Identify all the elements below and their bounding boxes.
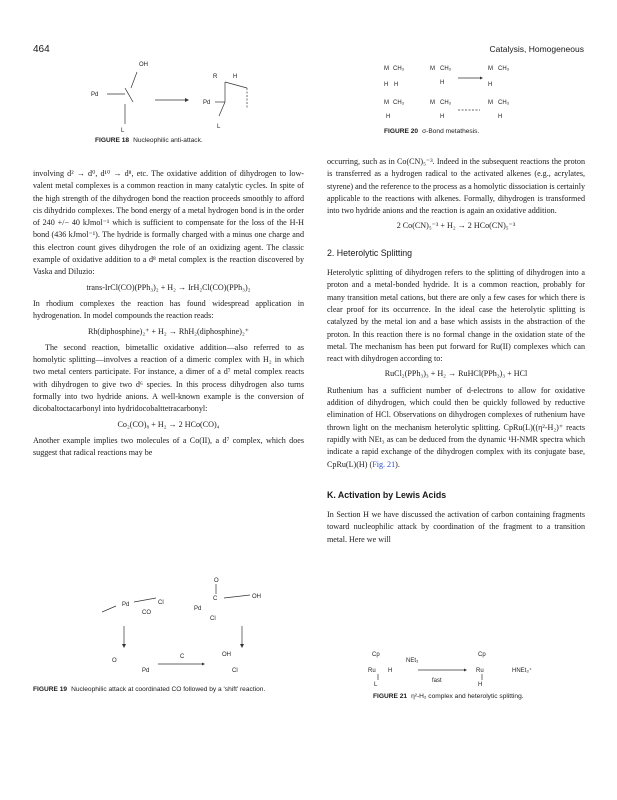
fig20-label: M <box>488 100 493 106</box>
left-paragraph-3: The second reaction, bimetallic oxidative addition—also referred to as homolytic splitting—involves a reaction of a dimeric complex with H₂ in which two metal centers participate. For instance, a dimer of a d⁷ metal complex reacts with dihydrogen to give two d⁶ species. In this process dihydrogen also turns formally into two hydride anions. A well-known example is the conversion of dicobaltoctacarbonyl into hydridocobalttetracarbonyl: <box>33 342 304 414</box>
figure-19-diagram <box>102 576 287 680</box>
figure-19-caption-text: Nucleophilic attack at coordinated CO followed by a 'shift' reaction. <box>71 686 266 693</box>
fig21-label: fast <box>432 678 442 684</box>
fig21-label: NEt₃ <box>406 658 419 664</box>
figure-20-label: FIGURE 20 <box>384 128 419 135</box>
fig21-link[interactable]: Fig. 21 <box>372 459 396 469</box>
right-column <box>327 156 585 546</box>
fig19-label: O <box>112 658 117 664</box>
fig20-label: CH₃ <box>498 66 510 72</box>
fig20-label: M <box>430 66 435 72</box>
figure-20-diagram <box>384 60 564 124</box>
fig21-label: L <box>374 682 378 688</box>
figure-20-caption-text: σ-Bond metathesis. <box>422 128 480 135</box>
figure-19-label: FIGURE 19 <box>33 686 68 693</box>
right-paragraph-4: In Section H we have discussed the activation of carbon containing fragments toward nucleophilic attack by coordination of the fragment to a transition metal. Here we will <box>327 510 585 544</box>
figure-21-label: FIGURE 21 <box>373 693 408 700</box>
fig19-label: Cl <box>158 600 164 606</box>
fig20-label: M <box>384 100 389 106</box>
fig21-label: Ru <box>368 668 376 674</box>
fig20-label: H <box>394 82 399 88</box>
figure-21-caption-text: η²-H₂ complex and heterolytic splitting. <box>411 693 524 700</box>
fig21-label: Cp <box>478 652 486 658</box>
fig21-label: Ru <box>476 668 484 674</box>
right-paragraph-3-end: ). <box>395 459 400 469</box>
figure-18-caption-text: Nucleophilic anti-attack. <box>133 137 203 144</box>
left-paragraph-4: Another example implies two molecules of a Co(II), a d⁷ complex, which does suggest that radical reactions may be <box>33 435 304 458</box>
right-paragraph-1: occurring, such as in Co(CN)₅⁻³. Indeed in the subsequent reactions the proton is transferred as a hydrogen radical to the activated alkenes (e.g., acrylates, styrene) and the reference to the process as a homolytic dissociation is certainly applicable to the reactions with alkenes. Formally, dihydrogen is transformed into two hydride anions and the reaction is again an oxidative addition. <box>327 157 586 216</box>
section-heading-heterolytic: 2. Heterolytic Splitting <box>327 247 413 258</box>
equation-ruthenium: RuCl₂(PPh₃)₃ + H₂ → RuHCl(PPh₃)₃ + HCl <box>384 369 528 379</box>
fig20-label: H <box>440 80 445 86</box>
left-column <box>33 168 304 460</box>
fig18-label: R <box>213 74 218 80</box>
fig20-label: CH₃ <box>393 100 405 106</box>
equation-cobalt-cyanide: 2 Co(CN)₅⁻³ + H₂ → 2 HCo(CN)₅⁻³ <box>396 221 516 231</box>
page-number: 464 <box>33 44 50 55</box>
fig19-label: C <box>213 596 218 602</box>
fig20-label: M <box>430 100 435 106</box>
equation-rhodium: Rh(diphosphine)₂⁺ + H₂ → RhH₂(diphosphine)₂⁺ <box>87 326 250 336</box>
fig20-label: CH₃ <box>498 100 510 106</box>
equation-cobalt: Co₂(CO)₈ + H₂ → 2 HCo(CO)₄ <box>117 419 220 429</box>
fig19-label: O <box>214 578 219 584</box>
fig21-label: Cp <box>372 652 380 658</box>
fig18-label: Pd <box>203 100 211 106</box>
right-paragraph-3 <box>327 385 585 471</box>
figure-19-caption <box>33 686 303 695</box>
right-paragraph-3-text: Ruthenium has a sufficient number of d-electrons to allow for oxidative addition of dihydrogen, which could then be quickly followed by reductive elimination of HCl. Observations on dihydrogen complexes of ruthenium have thrown light on the mechanism heterolytic splitting. CpRu(L)((η²-H₂)⁺ reacts rapidly with NEt₃ as can be deduced from the dynamic ¹H-NMR spectra which indicate a rapid exchange of the dihydrogen complex with its conjugate base, CpRu(L)(H) ( <box>327 385 585 469</box>
figure-21-caption <box>373 693 524 702</box>
fig20-label: M <box>488 66 493 72</box>
fig20-label: H <box>440 114 445 120</box>
fig20-label: H <box>488 82 493 88</box>
fig19-label: CO <box>142 610 151 616</box>
fig18-label: H <box>233 74 238 80</box>
figure-18-label: FIGURE 18 <box>95 137 130 144</box>
fig18-label: L <box>217 124 221 130</box>
fig19-label: Pd <box>142 668 150 674</box>
fig19-label: OH <box>222 652 231 658</box>
fig20-label: H <box>384 82 389 88</box>
fig19-label: Pd <box>122 602 130 608</box>
running-title: Catalysis, Homogeneous <box>489 44 584 54</box>
fig20-label: CH₃ <box>440 66 452 72</box>
figure-18-caption <box>95 137 203 146</box>
fig19-label: Cl <box>232 668 238 674</box>
right-paragraph-2: Heterolytic splitting of dihydrogen refers to the splitting of dihydrogen into a proton and a metal-bonded hydride. It is a common reaction, probably for many transition metal cations, but there are only a few cases for which there is clear proof for its occurrence. In the ideal case the heterolytic splitting is catalyzed by the metal ion and a base which assists in the abstraction of the proton. In this reaction there is no formal change in the oxidation state of the metal. The mechanism has been put forward for Ru(II) complexes which can react with dihydrogen according to: <box>327 268 585 364</box>
fig20-label: CH₃ <box>440 100 452 106</box>
fig20-label: H <box>386 114 391 120</box>
fig19-label: OH <box>252 594 261 600</box>
fig19-label: Pd <box>194 606 202 612</box>
fig18-label: OH <box>139 62 148 68</box>
fig20-label: CH₃ <box>393 66 405 72</box>
section-heading-lewis-acids: K. Activation by Lewis Acids <box>327 489 447 500</box>
fig21-label: HNEt₃⁺ <box>512 668 532 674</box>
fig20-label: H <box>498 114 503 120</box>
left-paragraph-2: In rhodium complexes the reaction has found widespread application in hydrogenation. In model compounds the reaction reads: <box>33 298 304 321</box>
fig21-label: H <box>478 682 483 688</box>
fig20-label: M <box>384 66 389 72</box>
left-paragraph-1: involving d² → d⁰, d¹⁰ → d⁸, etc. The oxidative addition of dihydrogen to low-valent metal complexes is a common reaction in many catalytic cycles. In spite of the high strength of the dihydrogen bond the reaction proceeds smoothly to afford cis dihydrido complexes. The bond energy of a metal hydrogen bond is in the order of 240 +/− 40 kJmol⁻¹ which is sufficient to compensate for the loss of the H-H bond (436 kJmol⁻¹). The hydride is formally charged with a minus one charge and this electron count gives dihydrogen the role of an oxidizing agent. The classic example of oxidative addition to a d⁸ metal complex is the reaction discovered by Vaska and Diluzio: <box>33 169 304 277</box>
figure-20-caption <box>384 128 479 137</box>
fig19-label: C <box>180 654 185 660</box>
figure-18-diagram <box>85 58 285 136</box>
fig19-label: Cl <box>210 616 216 622</box>
equation-vaska: trans-IrCl(CO)(PPh₃)₂ + H₂ → IrH₂Cl(CO)(PPh₃)₂ <box>86 282 251 292</box>
fig18-label: L <box>121 128 125 134</box>
fig21-label: H <box>388 668 393 674</box>
fig18-label: Pd <box>91 92 99 98</box>
